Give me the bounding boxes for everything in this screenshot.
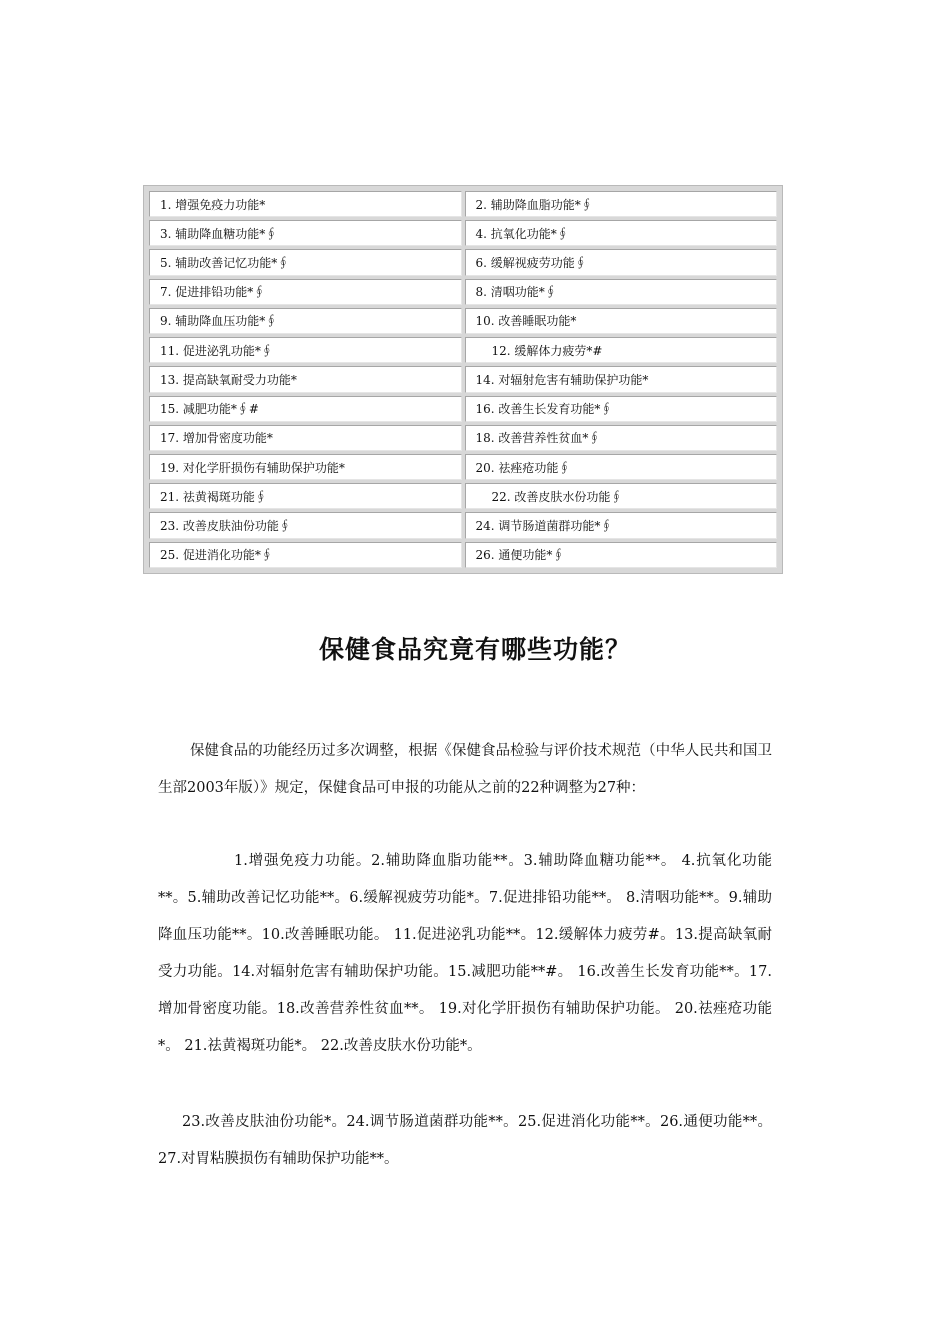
- table-cell: 25. 促进消化功能*∮: [149, 542, 462, 568]
- page-title: 保健食品究竟有哪些功能？: [318, 635, 631, 664]
- table-row: [149, 337, 777, 363]
- table-cell: 16. 改善生长发育功能*∮: [465, 396, 778, 422]
- table-cell: 21. 祛黄褐斑功能∮: [149, 483, 462, 509]
- table-row: [149, 191, 777, 217]
- table-cell: 13. 提高缺氧耐受力功能*: [149, 366, 462, 392]
- table-row: [149, 220, 777, 246]
- table-cell: 2. 辅助降血脂功能*∮: [465, 191, 778, 217]
- table-row: [149, 454, 777, 480]
- table-cell: 10. 改善睡眠功能*: [465, 308, 778, 334]
- table-cell: 11. 促进泌乳功能*∮: [149, 337, 462, 363]
- table-cell: 12. 缓解体力疲劳*#: [465, 337, 778, 363]
- table-cell: 8. 清咽功能*∮: [465, 279, 778, 305]
- table-cell: 7. 促进排铅功能*∮: [149, 279, 462, 305]
- table-cell: 14. 对辐射危害有辅助保护功能*: [465, 366, 778, 392]
- table-cell: 26. 通便功能*∮: [465, 542, 778, 568]
- function-list-end-paragraph: 23.改善皮肤油份功能*。24.调节肠道菌群功能**。25.促进消化功能**。26.通便功能**。27.对胃粘膜损伤有辅助保护功能**。: [158, 1114, 772, 1167]
- table-cell: 6. 缓解视疲劳功能∮: [465, 249, 778, 275]
- intro-paragraph: 保健食品的功能经历过多次调整，根据《保健食品检验与评价技术规范（中华人民共和国卫生部2003年版）》规定，保健食品可申报的功能从之前的22种调整为27种：: [158, 743, 772, 796]
- table-row: [149, 396, 777, 422]
- table-row: [149, 483, 777, 509]
- table-row: [149, 308, 777, 334]
- function-table-frame: [143, 185, 783, 574]
- table-cell: 20. 祛痤疮功能∮: [465, 454, 778, 480]
- table-cell: 24. 调节肠道菌群功能*∮: [465, 512, 778, 538]
- table-cell: 18. 改善营养性贫血*∮: [465, 425, 778, 451]
- table-cell: 22. 改善皮肤水份功能∮: [465, 483, 778, 509]
- table-row: [149, 366, 777, 392]
- function-table: [146, 188, 780, 571]
- table-row: [149, 542, 777, 568]
- table-cell: 3. 辅助降血糖功能*∮: [149, 220, 462, 246]
- table-row: [149, 279, 777, 305]
- table-cell: 4. 抗氧化功能*∮: [465, 220, 778, 246]
- table-cell: 5. 辅助改善记忆功能*∮: [149, 249, 462, 275]
- table-cell: 1. 增强免疫力功能*: [149, 191, 462, 217]
- table-cell: 23. 改善皮肤油份功能∮: [149, 512, 462, 538]
- function-table-body: [149, 191, 777, 568]
- table-row: [149, 425, 777, 451]
- table-cell: 15. 减肥功能*∮#: [149, 396, 462, 422]
- table-cell: 9. 辅助降血压功能*∮: [149, 308, 462, 334]
- table-row: [149, 512, 777, 538]
- table-cell: 17. 增加骨密度功能*: [149, 425, 462, 451]
- table-row: [149, 249, 777, 275]
- table-cell: 19. 对化学肝损伤有辅助保护功能*: [149, 454, 462, 480]
- function-list-paragraph: 1.增强免疫力功能。2.辅助降血脂功能**。3.辅助降血糖功能**。 4.抗氧化功能**。5.辅助改善记忆功能**。6.缓解视疲劳功能*。7.促进排铅功能**。 8.清咽功能**。9.辅助降血压功能**。10.改善睡眠功能。 11.促进泌乳功能**。12.缓解体力疲劳#。13.提高缺氧耐受力功能。14.对辐射危害有辅助保护功能。15.减肥功能**#。 16.改善生长发育功能**。17.增加骨密度功能。18.改善营养性贫血**。 19.对化学肝损伤有辅助保护功能。 20.祛痤疮功能*。 21.祛黄褐斑功能*。 22.改善皮肤水份功能*。: [158, 853, 772, 1054]
